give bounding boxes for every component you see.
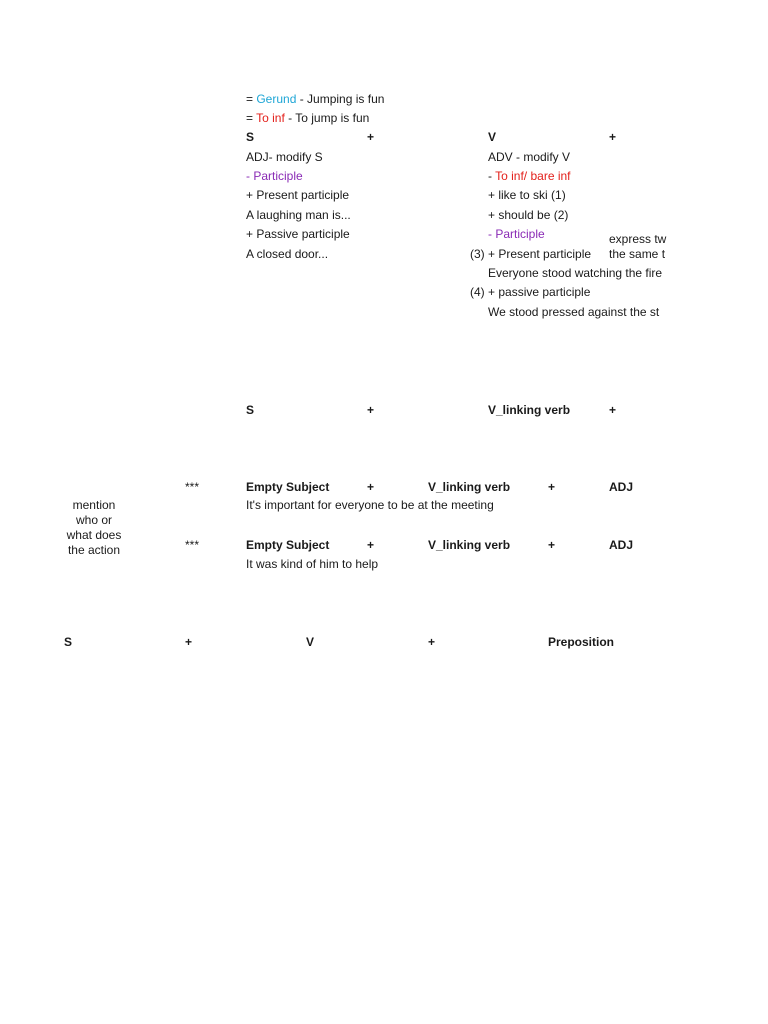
present-example-right: Everyone stood watching the fire <box>488 266 663 280</box>
should-be: + should be (2) <box>488 208 569 222</box>
preposition: Preposition <box>548 635 615 649</box>
prep-plus-1: + <box>185 635 193 649</box>
like-to-ski: + like to ski (1) <box>488 188 566 202</box>
gerund-term: Gerund <box>256 92 297 106</box>
passive-participle-left: + Passive participle <box>246 227 350 241</box>
linking-verb: V_linking verb <box>488 403 571 417</box>
present-participle-right: + Present participle <box>488 247 592 261</box>
adj-row-1: ADJ <box>609 480 634 494</box>
toinf-dash: - <box>488 169 496 183</box>
passive-example-right: We stood pressed against the st <box>488 305 660 319</box>
toinf-prefix: = <box>246 111 257 125</box>
empty-subject-row-2: Empty Subject <box>246 538 330 552</box>
empty-subject-row-1: Empty Subject <box>246 480 330 494</box>
plus-row-1-a: + <box>367 480 375 494</box>
adv-modify-v: ADV - modify V <box>488 150 571 164</box>
stars-row-1: *** <box>185 480 200 494</box>
linking-verb-row-2: V_linking verb <box>428 538 511 552</box>
participle-left: - Participle <box>246 169 303 183</box>
plus-row-1-b: + <box>548 480 556 494</box>
header-plus-2: + <box>609 130 617 144</box>
example-row-1: It's important for everyone to be at the meeting <box>246 498 494 512</box>
header-plus-1: + <box>367 130 375 144</box>
present-example-left: A laughing man is... <box>246 208 351 222</box>
stars-row-2: *** <box>185 538 200 552</box>
express-note-line-1: express tw <box>609 232 667 246</box>
number-4: (4) <box>470 285 485 299</box>
example-row-2: It was kind of him to help <box>246 557 379 571</box>
header-s: S <box>246 130 255 144</box>
toinf-bare-inf: To inf/ bare inf <box>495 169 571 183</box>
toinf-term: To inf <box>256 111 285 125</box>
gerund-prefix: = <box>246 92 257 106</box>
linking-s: S <box>246 403 255 417</box>
prep-plus-2: + <box>428 635 436 649</box>
passive-example-left: A closed door... <box>246 247 329 261</box>
toinf-bare-line <box>488 169 571 184</box>
gerund-example: - Jumping is fun <box>296 92 385 106</box>
gerund-line <box>246 92 384 107</box>
linking-verb-row-1: V_linking verb <box>428 480 511 494</box>
prep-v: V <box>306 635 315 649</box>
mention-note: mention who or what does the action <box>66 498 122 557</box>
adj-modify-s: ADJ- modify S <box>246 150 323 164</box>
linking-plus-2: + <box>609 403 617 417</box>
toinf-example: - To jump is fun <box>284 111 370 125</box>
express-note-line-2: the same t <box>609 247 666 261</box>
toinf-line <box>246 111 369 126</box>
present-participle-left: + Present participle <box>246 188 350 202</box>
adj-row-2: ADJ <box>609 538 634 552</box>
prep-s: S <box>64 635 73 649</box>
header-v: V <box>488 130 497 144</box>
plus-row-2-b: + <box>548 538 556 552</box>
number-3: (3) <box>470 247 485 261</box>
plus-row-2-a: + <box>367 538 375 552</box>
linking-plus-1: + <box>367 403 375 417</box>
passive-participle-right: + passive participle <box>488 285 591 299</box>
participle-right: - Participle <box>488 227 545 241</box>
